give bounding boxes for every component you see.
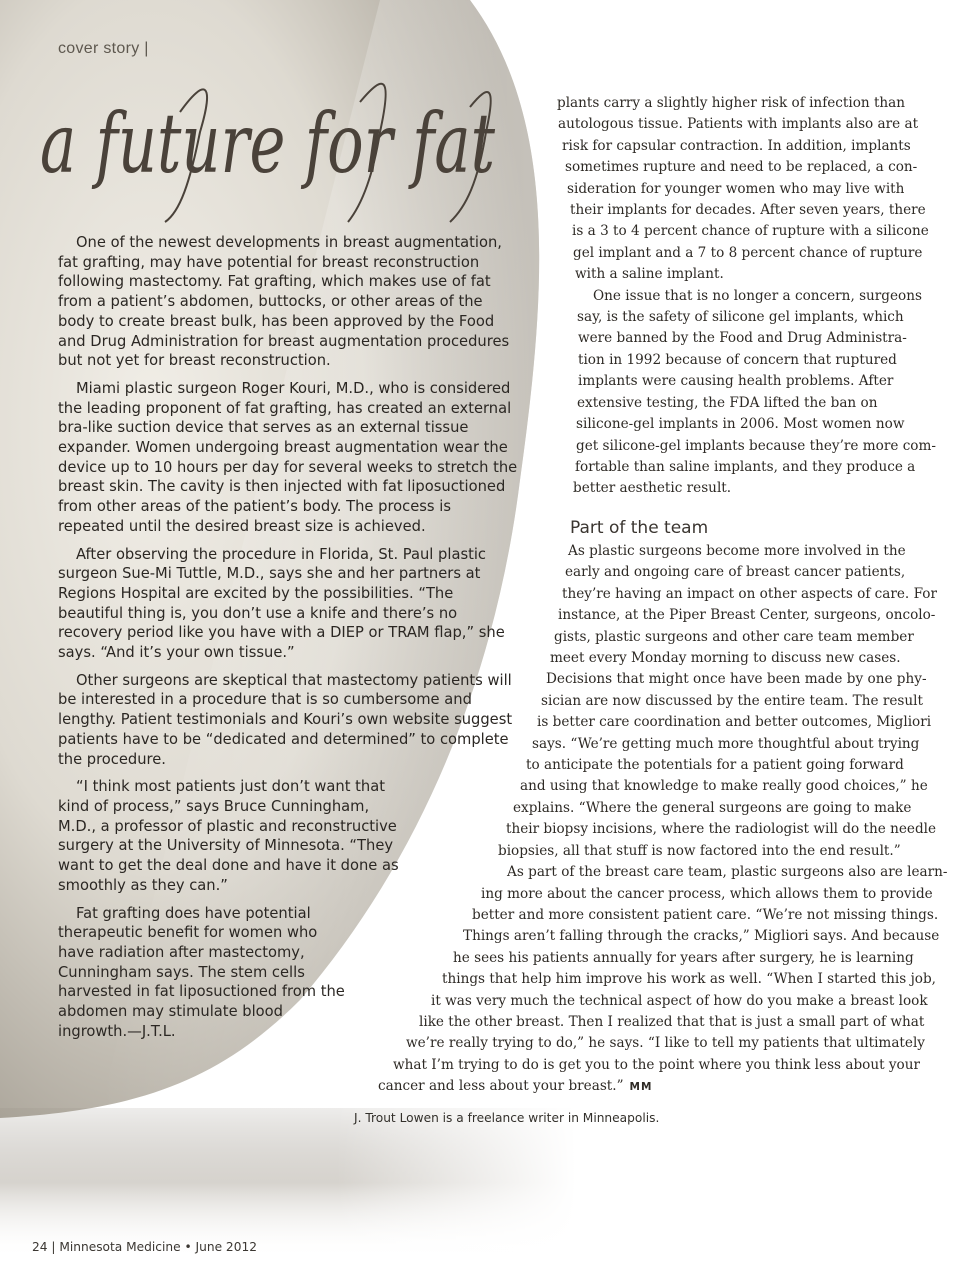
article-line: silicone-gel implants in 2006. Most women now <box>576 416 905 433</box>
article-line: explains. “Where the general surgeons are going to make <box>513 799 912 816</box>
article-line: he sees his patients annually for years after surgery, he is learning <box>453 949 914 966</box>
article-line: early and ongoing care of breast cancer patients, <box>565 564 906 581</box>
article-line: they’re having an impact on other aspects of care. For <box>562 585 937 602</box>
article-line-last <box>0 1076 960 1098</box>
article-line: is better care coordination and better outcomes, Migliori <box>537 714 932 731</box>
article-line: One issue that is no longer a concern, surgeons <box>593 287 922 304</box>
article-line: is a 3 to 4 percent chance of rupture with a silicone <box>572 223 929 240</box>
article-line: risk for capsular contraction. In addition, implants <box>562 137 911 154</box>
article-line: with a saline implant. <box>575 266 724 283</box>
article-line: As plastic surgeons become more involved in the <box>568 543 906 559</box>
sidebar-paragraph: Fat grafting does have potential therapeutic benefit for women who have radiation after mastectomy, Cunningham says. The stem cells harvested in fat liposuctioned from the abdomen may stimulate blood ingrowth.—J.T.L. <box>58 904 345 1040</box>
article-line: better aesthetic result. <box>573 480 732 497</box>
article-line: get silicone-gel implants because they’re more com- <box>576 437 936 454</box>
section-label: cover story | <box>58 40 149 57</box>
article-line: extensive testing, the FDA lifted the ban on <box>577 394 878 411</box>
article-line: tion in 1992 because of concern that ruptured <box>578 351 897 368</box>
article-line: meet every Monday morning to discuss new cases. <box>550 650 901 667</box>
article-line: better and more consistent patient care. “We’re not missing things. <box>472 906 939 923</box>
author-byline: J. Trout Lowen is a freelance writer in Minneapolis. <box>354 1111 660 1125</box>
article-line: instance, at the Piper Breast Center, surgeons, oncolo- <box>558 607 936 624</box>
article-line: sician are now discussed by the entire team. The result <box>541 692 923 709</box>
article-column-continued <box>0 541 960 1099</box>
article-line: we’re really trying to do,” he says. “I like to tell my patients that ultimately <box>406 1035 925 1052</box>
sidebar-paragraph: Other surgeons are skeptical that mastectomy patients will be interested in a procedure that is so cumbersome and lengthy. Patient testimonials and Kouri’s own website suggest patients have to be “dedicated and determined” to complete the procedure. <box>58 671 513 768</box>
article-line: like the other breast. Then I realized that that is just a small part of what <box>419 1013 925 1030</box>
article-line: and using that knowledge to make really good choices,” he <box>520 778 928 795</box>
article-line: fortable than saline implants, and they produce a <box>575 458 916 475</box>
sidebar-paragraph: One of the newest developments in breast augmentation, fat grafting, may have potential for breast reconstruction following mastectomy. Fat grafting, which makes use of fat from a patient’s abdomen, buttocks, or other areas of the body to create breast bulk, has been approved by the Food and Drug Administration for breast augmentation procedures but not yet for breast reconstruction. <box>58 234 510 370</box>
article-line: autologous tissue. Patients with implants also are at <box>558 116 919 133</box>
article-line: gists, plastic surgeons and other care team member <box>554 628 914 645</box>
article-column <box>0 93 960 500</box>
article-line: As part of the breast care team, plastic surgeons also are learn- <box>507 864 948 881</box>
article-line: says. “We’re getting much more thoughtful about trying <box>532 735 920 752</box>
article-line: it was very much the technical aspect of how do you make a breast look <box>431 992 928 1009</box>
article-line: gel implant and a 7 to 8 percent chance of rupture <box>573 244 923 261</box>
article-line: implants were causing health problems. After <box>578 373 894 390</box>
sidebar-paragraph: After observing the procedure in Florida, St. Paul plastic surgeon Sue-Mi Tuttle, M.D., says she and her partners at Regions Hospital are excited by the possibilities. “The beautiful thing is, you don’t use a knife and there’s no recovery period like you have with a DIEP or TRAM flap,” she says. “And it’s your own tissue.” <box>58 545 505 662</box>
page-footer: 24 | Minnesota Medicine • June 2012 <box>32 1240 257 1254</box>
article-line: Things aren’t falling through the cracks,” Migliori says. And because <box>463 928 940 945</box>
section-heading: Part of the team <box>570 518 709 538</box>
article-line: ing more about the cancer process, which allows them to provide <box>481 885 933 902</box>
article-line: were banned by the Food and Drug Administra- <box>578 330 907 347</box>
article-line: biopsies, all that stuff is now factored into the end result.” <box>498 842 901 859</box>
article-line: their biopsy incisions, where the radiologist will do the needle <box>506 821 937 838</box>
sidebar-paragraph: “I think most patients just don’t want that kind of process,” says Bruce Cunningham, M.D., a professor of plastic and reconstructive surgery at the University of Minnesota. “They want to get the deal done and have it done as smoothly as they can.” <box>58 778 399 894</box>
end-mark: MM <box>629 1081 653 1094</box>
article-line: to anticipate the potentials for a patient going forward <box>526 757 904 774</box>
article-line: what I’m trying to do is get you to the point where you think less about your <box>393 1056 920 1073</box>
article-line: plants carry a slightly higher risk of infection than <box>557 95 906 111</box>
sidebar-paragraph: Miami plastic surgeon Roger Kouri, M.D., who is considered the leading proponent of fat grafting, has created an external bra-like suction device that serves as an external tissue expander. Women undergoing breast augmentation wear the device up to 10 hours per day for several weeks to stretch the breast skin. The cavity is then injected with fat liposuctioned from other areas of the patient’s body. The process is repeated until the desired breast size is achieved. <box>58 379 518 535</box>
article-line: sideration for younger women who may live with <box>567 180 905 197</box>
article-line: things that help him improve his work as well. “When I started this job, <box>442 971 936 988</box>
article-line: say, is the safety of silicone gel implants, which <box>577 309 904 326</box>
article-line: sometimes rupture and need to be replaced, a con- <box>565 159 918 176</box>
title-text: a future for fat <box>40 97 496 192</box>
article-line: their implants for decades. After seven years, there <box>570 202 926 219</box>
article-line: Decisions that might once have been made by one phy- <box>546 671 927 688</box>
article-line-text: cancer and less about your breast.” <box>378 1078 624 1095</box>
